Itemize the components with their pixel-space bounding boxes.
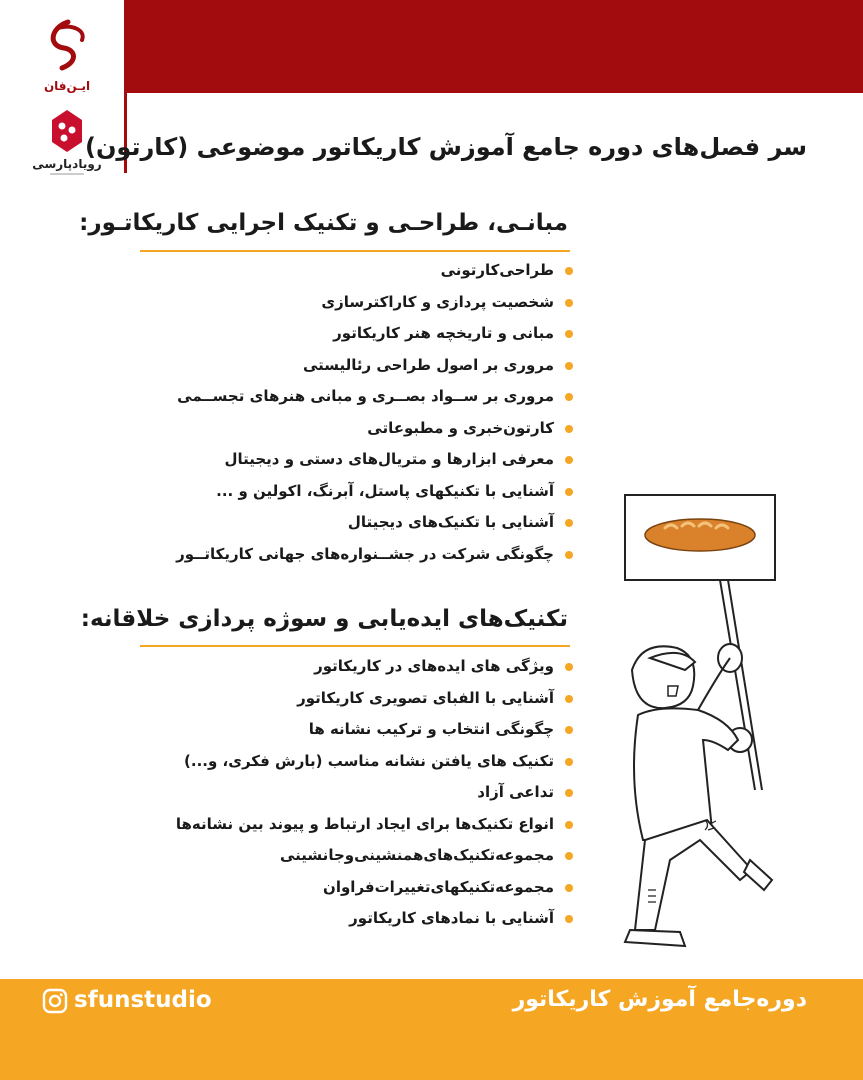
list-item: مجموعه‌تکنیکهای‌تغییرات‌فراوان — [176, 872, 573, 904]
bullet-dot — [565, 393, 573, 401]
list-item: آشنایی با تکنیکهای پاستل، آبرنگ، اکولین و ... — [176, 476, 573, 508]
list-item: تداعی آزاد — [176, 777, 573, 809]
list-item: آشنایی با تکنیک‌های دیجیتال — [176, 507, 573, 539]
section-divider — [140, 250, 570, 252]
list-item: مبانی و تاریخچه هنر کاریکاتور — [176, 318, 573, 350]
bullet-dot — [565, 519, 573, 527]
footer-course-title: دوره‌جامع آموزش کاریکاتور — [512, 987, 807, 1012]
section-divider — [140, 645, 570, 647]
list-item: آشنایی با نمادهای کاریکاتور — [176, 903, 573, 935]
list-item: مجموعه‌تکنیک‌های‌همنشینی‌وجانشینی — [176, 840, 573, 872]
bullet-dot — [565, 299, 573, 307]
bullet-dot — [565, 852, 573, 860]
instagram-handle[interactable]: sfunstudio — [74, 987, 212, 1013]
bullet-dot — [565, 695, 573, 703]
list-item: آشنایی با الفبای تصویری کاریکاتور — [176, 683, 573, 715]
top-band — [124, 0, 863, 93]
bullet-dot — [565, 362, 573, 370]
list-item: معرفی ابزارها و متریال‌های دستی و دیجیتال — [176, 444, 573, 476]
list-item: مروری بر اصول طراحی رئالیستی — [176, 350, 573, 382]
list-item: طراحی‌کارتونی — [176, 255, 573, 287]
bullet-dot — [565, 884, 573, 892]
protester-with-bread-sign-illustration — [590, 490, 790, 950]
bullet-dot — [565, 726, 573, 734]
bullet-dot — [565, 456, 573, 464]
list-item: شخصیت پردازی و کاراکترسازی — [176, 287, 573, 319]
list-item: تکنیک های یافتن نشانه مناسب (بارش فکری، و...) — [176, 746, 573, 778]
section-list-ideation — [176, 651, 573, 935]
section-heading-basics: مبانـی، طراحـی و تکنیک اجرایی کاریکاتـور: — [79, 210, 568, 236]
list-item: مروری بر ســواد بصــری و مبانی هنرهای تجســمی — [176, 381, 573, 413]
title-row — [84, 93, 863, 173]
section-list-basics — [176, 255, 573, 570]
bullet-dot — [565, 663, 573, 671]
list-item: چگونگی انتخاب و ترکیب نشانه ها — [176, 714, 573, 746]
bullet-dot — [565, 330, 573, 338]
bullet-dot — [565, 425, 573, 433]
bullet-dot — [565, 488, 573, 496]
list-item: چگونگی شرکت در جشــنواره‌های جهانی کاریکاتــور — [176, 539, 573, 571]
bullet-dot — [565, 789, 573, 797]
section-heading-ideation: تکنیک‌های ایده‌یابی و سوژه پردازی خلاقانه: — [80, 606, 568, 632]
bullet-dot — [565, 551, 573, 559]
list-item: انواع تکنیک‌ها برای ایجاد ارتباط و پیوند بین نشانه‌ها — [176, 809, 573, 841]
bullet-dot — [565, 758, 573, 766]
list-item: ویژگی های ایده‌های در کاریکاتور — [176, 651, 573, 683]
instagram-icon[interactable] — [42, 988, 68, 1014]
page-title: سر فصل‌های دوره جامع آموزش کاریکاتور موضوعی (کارتون) — [84, 133, 807, 161]
logo-ainfan-icon — [38, 18, 96, 98]
bullet-dot — [565, 915, 573, 923]
svg-text:رویاد‌پارسی: رویاد‌پارسی — [32, 157, 102, 171]
bullet-dot — [565, 821, 573, 829]
list-item: کارتون‌خبری و مطبوعاتی — [176, 413, 573, 445]
svg-text:ايـن‌فان: ايـن‌فان — [43, 79, 91, 93]
bullet-dot — [565, 267, 573, 275]
logo-column — [0, 0, 124, 200]
